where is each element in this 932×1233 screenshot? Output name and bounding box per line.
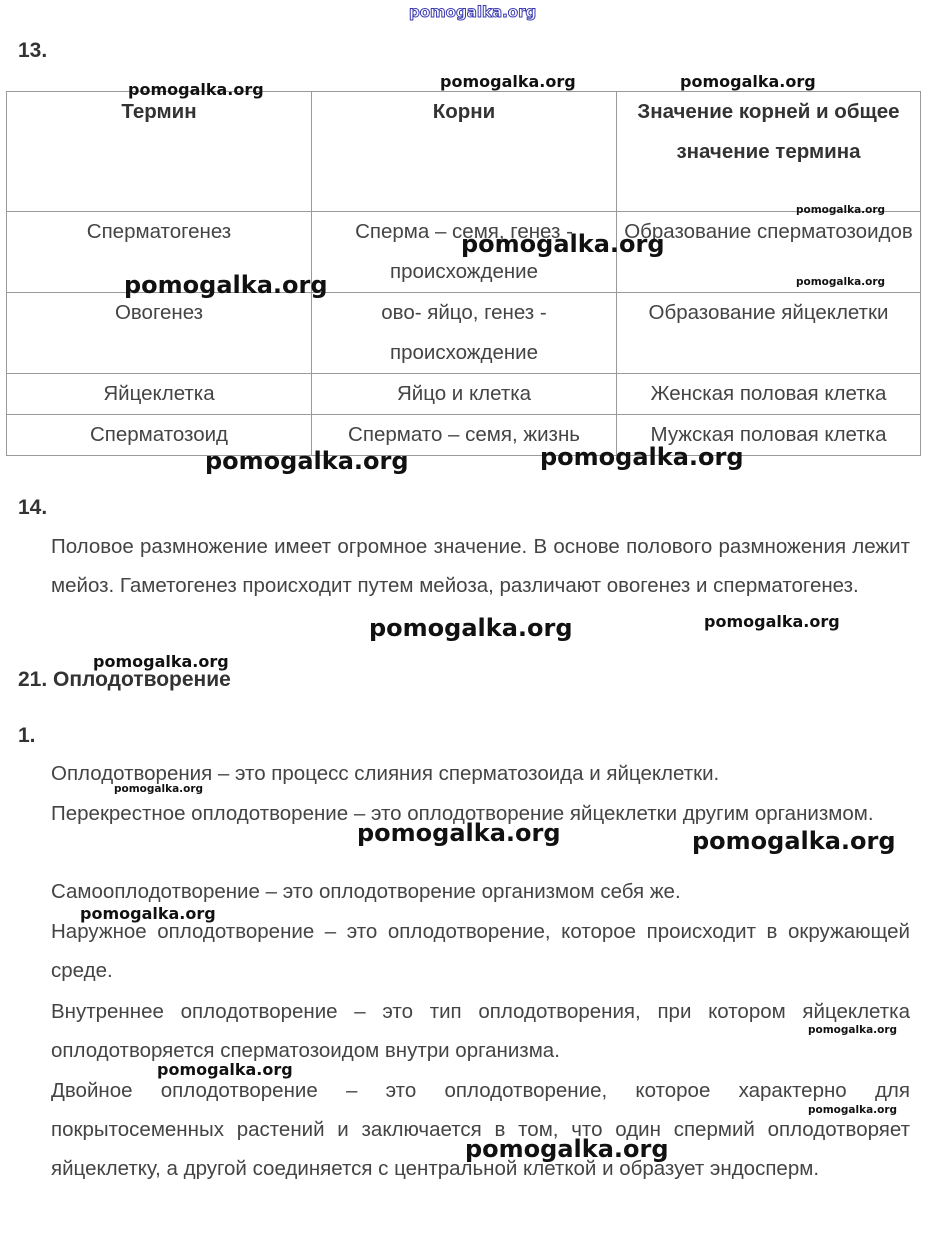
cell-meaning: Женская половая клетка [617,374,921,415]
watermark: pomogalka.org [357,819,561,847]
watermark: pomogalka.org [796,276,886,288]
watermark: pomogalka.org [93,652,229,671]
watermark-top: pomogalka.org [409,3,537,21]
cell-meaning: Образование яйцеклетки [617,293,921,374]
watermark: pomogalka.org [440,72,576,91]
cell-term: Сперматогенез [7,212,312,293]
watermark: pomogalka.org [796,204,886,216]
question-14-number: 14. [18,496,48,519]
table-row [7,212,921,293]
cell-roots: Яйцо и клетка [312,374,617,415]
watermark: pomogalka.org [80,904,216,923]
table-row [7,415,921,456]
watermark: pomogalka.org [205,447,409,475]
cell-meaning: Образование сперматозоидов [617,212,921,293]
definition-fertilization: Оплодотворения – это процесс слияния сперматозоида и яйцеклетки. [51,762,720,785]
definition-internal-fertilization: Внутреннее оплодотворение – это тип оплодотворения, при котором яйцеклетка оплодотворяется сперматозоидом внутри организма. [51,1000,910,1062]
watermark: pomogalka.org [704,612,840,631]
watermark: pomogalka.org [157,1060,293,1079]
header-term: Термин [7,92,312,212]
question-1-number: 1. [18,724,36,747]
cell-meaning: Мужская половая клетка [617,415,921,456]
table-row [7,374,921,415]
cell-term: Яйцеклетка [7,374,312,415]
cell-roots: Спермато – семя, жизнь [312,415,617,456]
watermark: pomogalka.org [692,827,896,855]
section-21-title: 21. Оплодотворение [18,668,231,691]
cell-term: Овогенез [7,293,312,374]
watermark: pomogalka.org [808,1104,898,1116]
terms-table [6,91,921,456]
question-13-number: 13. [18,39,48,62]
watermark: pomogalka.org [461,230,665,258]
watermark: pomogalka.org [369,614,573,642]
watermark: pomogalka.org [124,271,328,299]
header-roots: Корни [312,92,617,212]
cell-term: Сперматозоид [7,415,312,456]
watermark: pomogalka.org [540,443,744,471]
definition-external-fertilization: Наружное оплодотворение – это оплодотворение, которое происходит в окружающей среде. [51,920,910,982]
watermark: pomogalka.org [465,1135,669,1163]
cell-roots: ово- яйцо, генез - происхождение [312,293,617,374]
watermark: pomogalka.org [128,80,264,99]
definition-double-fertilization: Двойное оплодотворение – это оплодотворение, которое характерно для покрытосеменных растений и заключается в том, что один спермий оплодотворяет яйцеклетку, а другой соединяется с центральной клеткой и образует эндосперм. [51,1079,910,1180]
watermark: pomogalka.org [808,1024,898,1036]
watermark: pomogalka.org [114,783,204,795]
question-14-text: Половое размножение имеет огромное значение. В основе полового размножения лежит мейоз. Гаметогенез происходит путем мейоза, различают овогенез и сперматогенез. [51,535,910,597]
definition-self-fertilization: Самооплодотворение – это оплодотворение организмом себя же. [51,880,681,903]
table-row [7,293,921,374]
watermark: pomogalka.org [680,72,816,91]
table-header-row [7,92,921,212]
cell-roots: Сперма – семя, генез - происхождение [312,212,617,293]
definition-cross-fertilization: Перекрестное оплодотворение – это оплодотворение яйцеклетки другим организмом. [51,802,874,825]
header-meaning: Значение корней и общее значение термина [617,92,921,212]
